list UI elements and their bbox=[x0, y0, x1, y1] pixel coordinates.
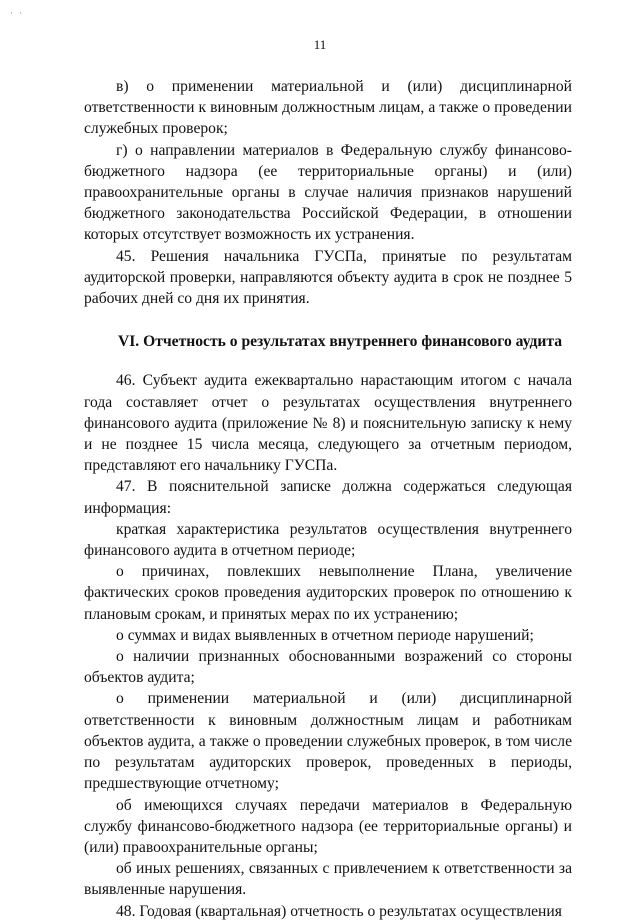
list-item-characteristic: краткая характеристика результатов осуществления внутреннего финансового аудита в отчетном периоде; bbox=[84, 520, 572, 560]
paragraph-48: 48. Годовая (квартальная) отчетность о результатах осуществления bbox=[116, 902, 562, 920]
document-body bbox=[84, 76, 572, 922]
list-item-reasons: о причинах, повлекших невыполнение Плана, увеличение фактических сроков проведения аудиторских проверок по отношению к плановым срокам, и принятых мерах по их устранению; bbox=[84, 563, 572, 623]
paragraph-45: 45. Решения начальника ГУСПа, принятые по результатам аудиторской проверки, направляются объекту аудита в срок не позднее 5 рабочих дней со дня их принятия. bbox=[84, 247, 572, 308]
paragraph-46: 46. Субъект аудита ежеквартально нарастающим итогом с начала года составляет отчет о результатах осуществления внутреннего финансового аудита (приложение № 8) и пояснительную записку к нему и не позднее 15 числа месяца, следующего за отчетным периодом, представляют его начальнику ГУСПа. bbox=[84, 372, 572, 475]
corner-marks: · · bbox=[10, 8, 25, 18]
paragraph-v: в) о применении материальной и (или) дисциплинарной ответственности к виновным должностным лицам, а также о проведении служебных проверок; bbox=[84, 78, 572, 138]
paragraph-47: 47. В пояснительной записке должна содержаться следующая информация: bbox=[84, 478, 572, 517]
paragraph-g: г) о направлении материалов в Федеральную службу финансово-бюджетного надзора (ее территориальные органы) и (или) правоохранительные органы в случае наличия признаков нарушений бюджетного законодательства Российской Федерации, в отношении которых отсутствует возможность их устранения. bbox=[84, 141, 572, 244]
list-item-responsibility: о применении материальной и (или) дисциплинарной ответственности к виновным должностным лицам и работникам объектов аудита, а также о проведении служебных проверок, в том числе по результатам аудиторских проверок, проведенных в периоды, предшествующие отчетному; bbox=[84, 690, 572, 793]
list-item-amounts: о суммах и видах выявленных в отчетном периоде нарушений; bbox=[116, 626, 534, 644]
page-number: 11 bbox=[313, 37, 327, 52]
list-item-transfers: об имеющихся случаях передачи материалов в Федеральную службу финансово-бюджетного надзора (ее территориальные органы) и (или) правоохранительные органы; bbox=[84, 796, 572, 856]
list-item-objections: о наличии признанных обоснованными возражений со стороны объектов аудита; bbox=[84, 648, 572, 687]
section-heading: VI. Отчетность о результатах внутреннего финансового аудита bbox=[117, 333, 563, 351]
list-item-other-decisions: об иных решениях, связанных с привлечением к ответственности за выявленные нарушения. bbox=[84, 860, 572, 899]
